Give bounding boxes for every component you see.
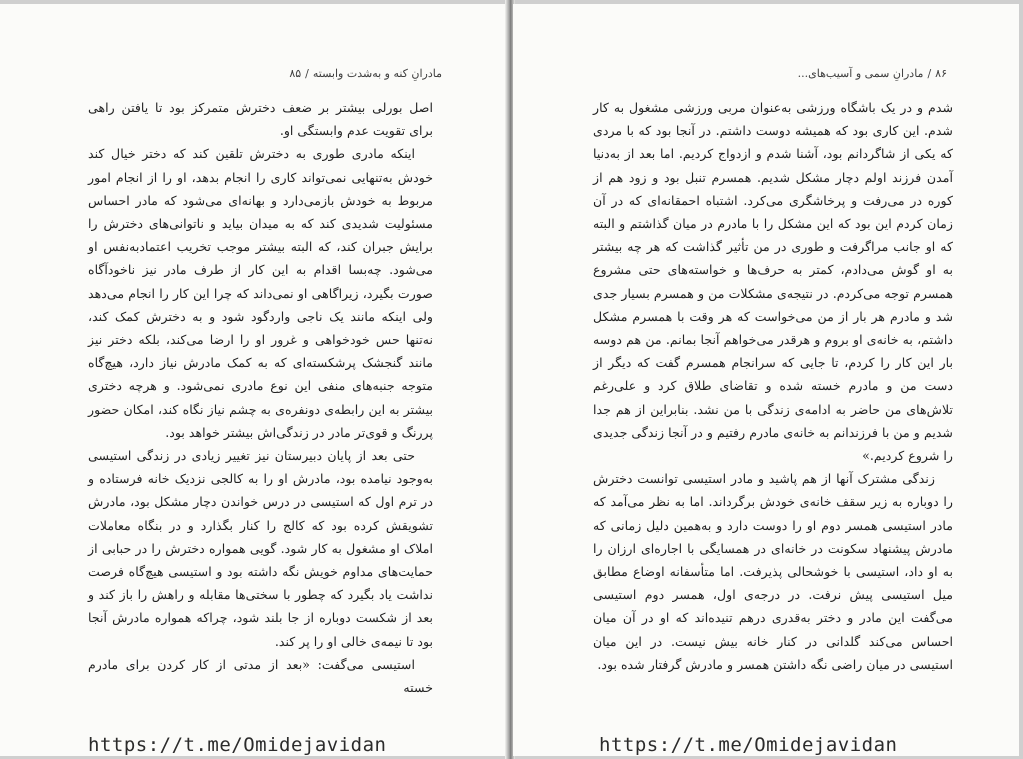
paragraph: حتی بعد از پایان دبیرستان نیز تغییر زیادی در زندگی استیسی به‌وجود نیامده بود، مادرش او را به کالجی نزدیک خانه فرستاده و در ترم اول که استیسی در درس خواندن دچار مشکل بود، مادرش تشویقش کرده بود که کالج را کنار بگذارد و در بنگاه معاملات املاک او مشغول به کار شود. گویی همواره دخترش را در حبابی از حمایت‌های مداوم خویش نگه داشته بود و استیسی هیچ‌گاه فرصت نداشت یاد بگیرد که چطور با سختی‌ها مقابله و راهش را باز کند و بعد از شکست دوباره از جا بلند شود، چراکه همواره مادرش آنجا بود تا نیمه‌ی خالی او را پر کند. — [88, 448, 433, 649]
left-page-header — [92, 64, 442, 82]
left-page-number: ۸۵ — [289, 66, 302, 80]
paragraph: اصل بورلی بیشتر بر ضعف دخترش متمرکز بود تا یافتن راهی برای تقویت عدم وابستگی او. — [88, 100, 433, 139]
right-page-header — [609, 64, 947, 82]
left-page-body — [88, 96, 433, 699]
header-separator: / — [927, 66, 932, 80]
paragraph: زندگی مشترک آنها از هم پاشید و مادر استیسی توانست دخترش را دوباره به زیر سقف خانه‌ی خودش برگرداند. اما به نظر می‌آمد که مادر استیسی همسر دوم او را دوست دارد و به‌همین دلیل زمانی که مادرش پیشنهاد سکونت در خانه‌ای در همسایگی با اجاره‌ای ارزان را به او داد، استیسی با خوشحالی پذیرفت. اما متأسفانه اوضاع مطابق میل استیسی پیش نرفت. در درجه‌ی اول، همسر دوم استیسی می‌گفت این مادر و دختر به‌قدری درهم تنیده‌اند که او در آن میان احساس می‌کند گلدانی در کنار خانه بیش نیست. در این میان استیسی در میان راضی نگه داشتن همسر و مادرش گرفتار شده بود. — [593, 471, 953, 672]
right-page-body — [593, 96, 953, 676]
paragraph: اینکه مادری طوری به دخترش تلقین کند که دختر خیال کند خودش به‌تنهایی نمی‌تواند کاری را انجام بدهد، او را از انجام امور مربوط به خودش بازمی‌دارد و بهانه‌ای می‌شود که مادر احساس مسئولیت شدیدی کند که به میدان بیاید و ناتوانی‌های دخترش را برایش جبران کند، که البته بیشتر موجب تخریب اعتمادبه‌نفس او می‌شود. چه‌بسا اقدام به این کار از طرف مادر نیز ناخودآگاه صورت بگیرد، زیراگاهی او نمی‌داند که چرا این کار را انجام می‌دهد ولی اینکه مانند یک ناجی واردگود شود و به دخترش کمک کند، نه‌تنها حس خودخواهی و غرور او را ارضا می‌کند، بلکه دختر نیز مانند گنجشک پرشکسته‌ای که به کمک مادرش نیاز دارد، هیچ‌گاه متوجه جنبه‌های منفی این نوع مادری نمی‌شود. و هرچه دختری بیشتر به این رابطه‌ی دونفره‌ی به چشم نیاز نگاه کند، امکان حضور پررنگ و قوی‌تر مادر در زندگی‌اش بیشتر خواهد بود. — [88, 146, 433, 440]
left-page — [0, 4, 508, 756]
paragraph: شدم و در یک باشگاه ورزشی به‌عنوان مربی ورزشی مشغول به کار شدم. این کاری بود که همیشه دوست داشتم. در آنجا بود که با مردی که یکی از شاگردانم بود، آشنا شدم و ازدواج کردیم. اما بعد از به‌دنیا آمدن فرزند اولم دچار مشکل شدیم. همسرم تنبل بود و زود هم از کوره در می‌رفت و پرخاشگری می‌کرد. اشتباه احمقانه‌ای که در آن زمان کردم این بود که این مشکل را با مادرم در میان گذاشتم و البته که او جانب مراگرفت و طوری در من تأثیر گذاشت که هر چه بیشتر به او گوش می‌دادم، کمتر به حرف‌ها و خواسته‌های حتی مشروع همسرم توجه می‌کردم. در نتیجه‌ی مشکلات من و همسرم بسیار جدی شد و مادرم هر بار از من می‌خواست که هر وقت با همسرم مشکل داشتم، به خانه‌ی او بروم و هرقدر می‌خواهم آنجا بمانم. من هم دوسه بار این کار را کردم، تا جایی که سرانجام همسرم گفت که دیگر از دست من و مادرم خسته شده و تقاضای طلاق کرد و علی‌رغم تلاش‌های من حاضر به ادامه‌ی زندگی با من نشد. بنابراین از هم جدا شدیم و من با فرزندانم به خانه‌ی مادرم رفتیم و در آنجا زندگی جدیدی را شروع کردیم.» — [593, 100, 953, 464]
header-separator: / — [305, 66, 309, 80]
right-page-number: ۸۶ — [935, 66, 947, 80]
watermark-link: https://t.me/Omidejavidan — [599, 734, 898, 756]
left-header-title: مادرانِ کنه و به‌شدت وابسته — [312, 66, 442, 80]
paragraph: استیسی می‌گفت: «بعد از مدتی از کار کردن برای مادرم خسته — [88, 656, 433, 696]
right-header-title: مادرانِ سمی و آسیب‌های... — [797, 66, 924, 80]
watermark-link: https://t.me/Omidejavidan — [88, 734, 387, 756]
right-page — [513, 4, 1019, 756]
